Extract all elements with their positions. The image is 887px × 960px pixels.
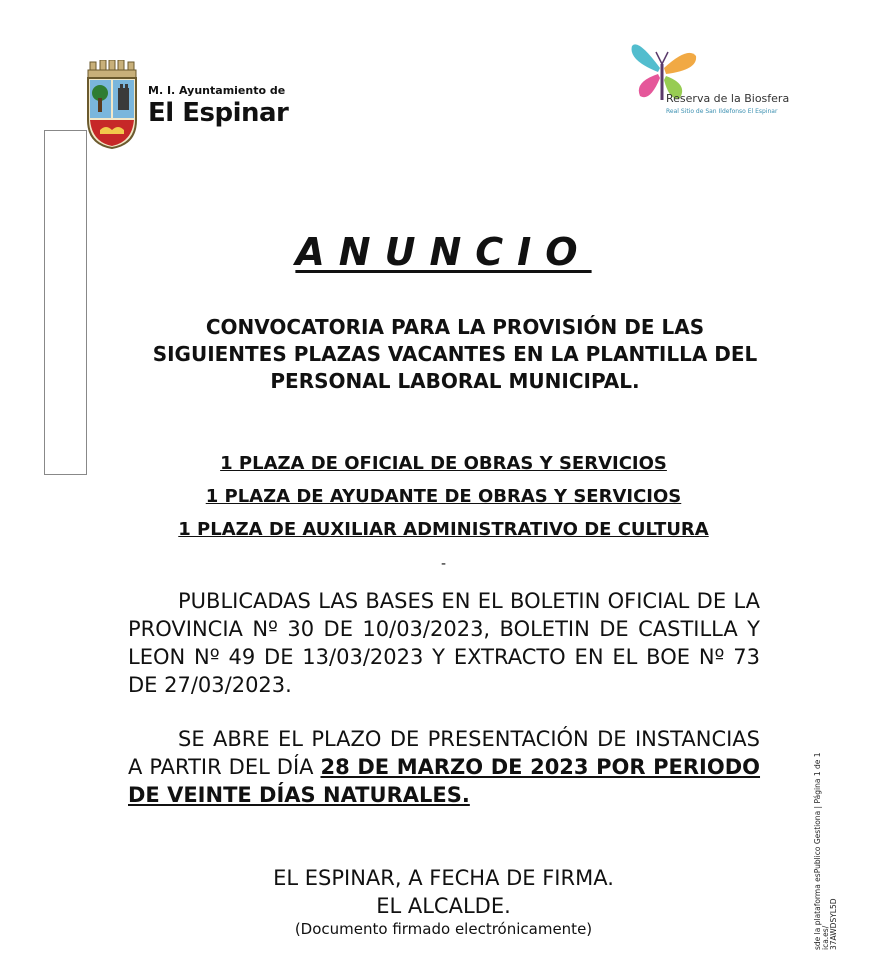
plaza-item: 1 PLAZA DE AUXILIAR ADMINISTRATIVO DE CULTURA	[178, 519, 709, 540]
signature-place-date: EL ESPINAR, A FECHA DE FIRMA.	[273, 866, 614, 890]
plaza-item: 1 PLAZA DE AYUDANTE DE OBRAS Y SERVICIOS	[205, 486, 682, 507]
verification-line: ica.es/	[821, 925, 830, 950]
org-prefix: M. I. Ayuntamiento de	[148, 84, 286, 97]
verification-side-text	[814, 752, 838, 950]
deadline-highlight: 28 DE MARZO DE 2023 POR PERIODO DE VEINTE DÍAS NATURALES.	[128, 755, 761, 807]
deadline-paragraph	[128, 725, 760, 809]
deadline-text: SE ABRE EL PLAZO DE PRESENTACIÓN DE INSTANCIAS A PARTIR DEL DÍA	[128, 727, 760, 779]
convocatoria-heading: CONVOCATORIA PARA LA PROVISIÓN DE LAS SIGUIENTES PLAZAS VACANTES EN LA PLANTILLA DEL PERSONAL LABORAL MUNICIPAL.	[152, 315, 758, 393]
org-name: El Espinar	[148, 98, 289, 128]
coat-of-arms-icon	[84, 60, 140, 150]
margin-stamp-box	[44, 130, 87, 475]
publication-paragraph	[128, 587, 760, 699]
biosphere-title: Reserva de la Biosfera	[666, 92, 790, 105]
plaza-item: 1 PLAZA DE OFICIAL DE OBRAS Y SERVICIOS	[220, 453, 667, 474]
page-title: ANUNCIO	[295, 230, 592, 274]
signature-note: (Documento firmado electrónicamente)	[294, 920, 593, 938]
biosphere-logo	[628, 38, 788, 128]
municipality-logo	[84, 60, 289, 152]
verification-line: 37AWDSYL5D	[829, 898, 838, 950]
verification-line: sde la plataforma esPublico Gestiona | Página 1 de 1	[813, 752, 822, 950]
biosphere-subtitle: Real Sitio de San Ildefonso El Espinar	[666, 108, 778, 115]
separator: -	[440, 556, 447, 572]
signature-role: EL ALCALDE.	[376, 894, 511, 918]
publication-text: PUBLICADAS LAS BASES EN EL BOLETIN OFICIAL DE LA PROVINCIA Nº 30 DE 10/03/2023, BOLETIN DE CASTILLA Y LEON Nº 49 DE 13/03/2023 Y EXTRACTO EN EL BOE Nº 73 DE 27/03/2023.	[128, 589, 760, 697]
